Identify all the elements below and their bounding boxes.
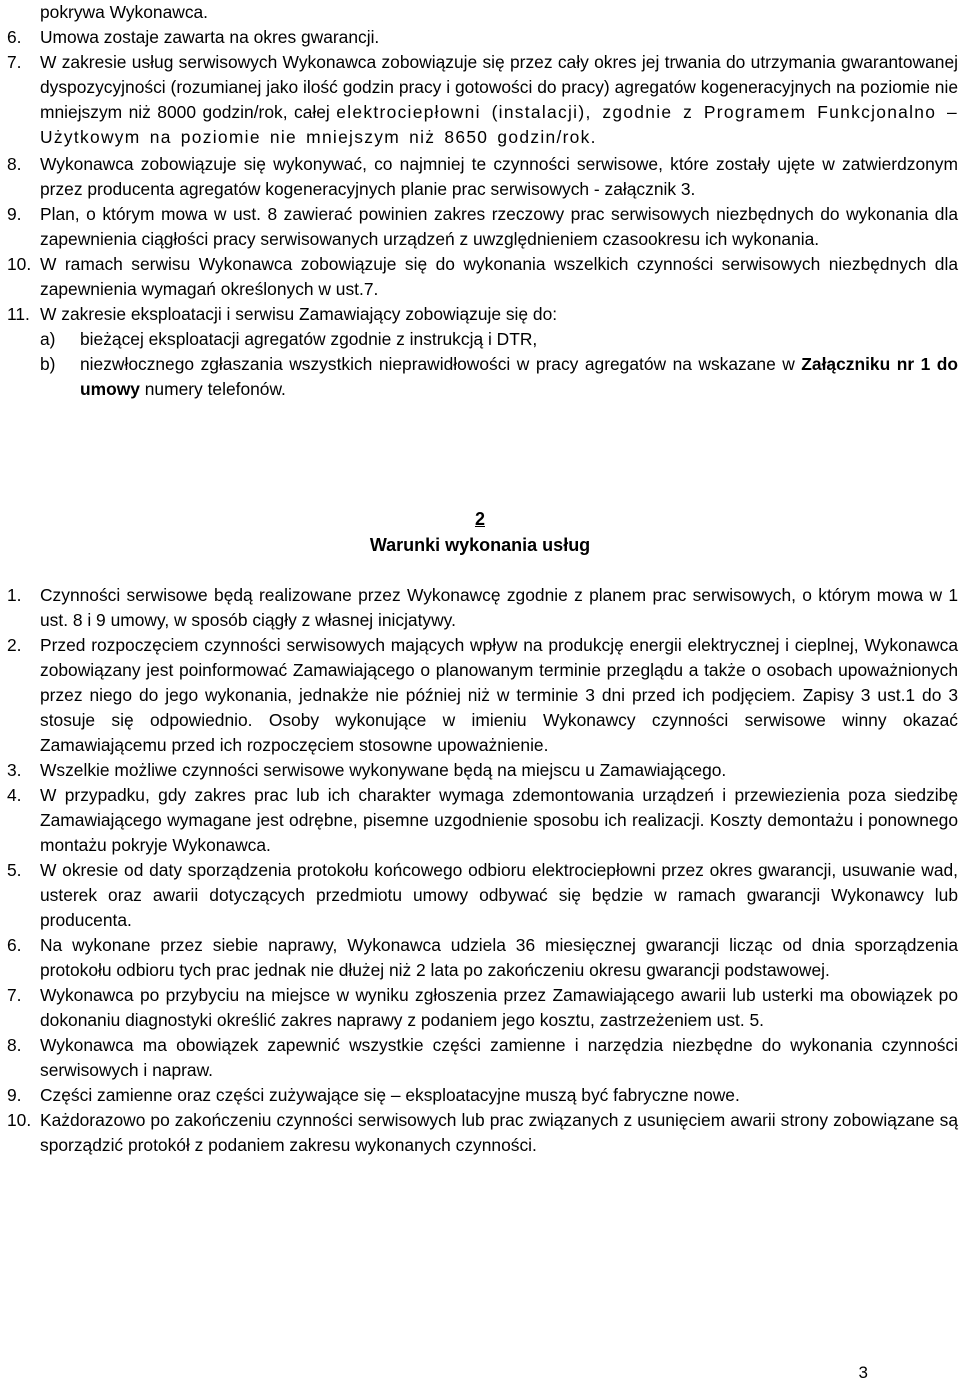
item-text: Wykonawca zobowiązuje się wykonywać, co najmniej te czynności serwisowe, które zostały ujęte w zatwierdzonym przez producenta agregatów kogeneracyjnych planie prac serwisowych - załącznik 3. xyxy=(40,154,958,199)
item-text: W zakresie eksploatacji i serwisu Zamawiający zobowiązuje się do: xyxy=(40,304,558,324)
attachment-reference: Załączniku nr 1 do umowy xyxy=(80,354,959,399)
item-text: Wykonawca po przybyciu na miejsce w wyniku zgłoszenia przez Zamawiającego awarii lub usterki ma obowiązek po dokonaniu diagnostyki określić zakres naprawy z podaniem jego kosztu, zastrzeżeniem ust. 5. xyxy=(40,985,958,1030)
list-item xyxy=(0,50,960,150)
section-number: 2 xyxy=(474,509,485,529)
item-number: 6. xyxy=(7,27,22,47)
item-number: 7. xyxy=(7,985,22,1005)
item-text: Umowa zostaje zawarta na okres gwarancji. xyxy=(40,27,380,47)
sub-item-text-after: numery telefonów. xyxy=(139,379,286,399)
list-item xyxy=(0,858,960,933)
list-item xyxy=(0,1033,960,1083)
list-item xyxy=(0,983,960,1033)
item-number: 11. xyxy=(7,304,30,324)
list-item xyxy=(0,202,960,252)
list-item xyxy=(0,25,960,50)
list-item xyxy=(0,783,960,858)
list-item xyxy=(0,583,960,633)
item-number: 3. xyxy=(7,760,22,780)
item-text: W ramach serwisu Wykonawca zobowiązuje się do wykonania wszelkich czynności serwisowych niezbędnych dla zapewnienia wymagań określonych w ust.7. xyxy=(40,254,958,299)
list-item xyxy=(0,933,960,983)
item-text: pokrywa Wykonawca. xyxy=(40,2,209,22)
item-number: 4. xyxy=(7,785,22,805)
item-text: Przed rozpoczęciem czynności serwisowych mających wpływ na produkcję energii elektrycznej i cieplnej, Wykonawca zobowiązany jest poinformować Zamawiającego o planowanym terminie przeglądu a także o osobach upoważnionych przez niego do jego wykonania, jednakże nie później niż w terminie 3 dni przed ich podjęciem. Zapisy 3 ust.1 do 3 stosuje się odpowiednio. Osoby wykonujące w imieniu Wykonawcy czynności serwisowe winny okazać Zamawiającemu przed ich rozpoczęciem stosowne upoważnienie. xyxy=(40,635,958,755)
sub-item-text: bieżącej eksploatacji agregatów zgodnie z instrukcją i DTR, xyxy=(80,329,538,349)
item-text: Każdorazowo po zakończeniu czynności serwisowych lub prac związanych z usunięciem awarii strony zobowiązane są sporządzić protokół z podaniem zakresu wykonanych czynności. xyxy=(40,1110,958,1155)
list-item xyxy=(0,252,960,302)
item-number: 6. xyxy=(7,935,22,955)
list-item xyxy=(0,1083,960,1108)
item-number: 2. xyxy=(7,635,22,655)
item-number: 5. xyxy=(7,860,22,880)
sub-item xyxy=(0,352,960,402)
item-text: Na wykonane przez siebie naprawy, Wykonawca udziela 36 miesięcznej gwarancji licząc od dnia sporządzenia protokołu odbioru tych prac jednak nie dłużej niż 2 lata po zakończeniu okresu gwarancji podstawowej. xyxy=(40,935,958,980)
item-text: Czynności serwisowe będą realizowane przez Wykonawcę zgodnie z planem prac serwisowych, o którym mowa w 1 ust. 8 i 9 umowy, w sposób ciągły z własnej inicjatywy. xyxy=(40,585,958,630)
item-number: 9. xyxy=(7,1085,22,1105)
sub-item-label: a) xyxy=(40,329,56,349)
item-number: 10. xyxy=(7,1110,32,1130)
list-item xyxy=(0,758,960,783)
item-text: Wszelkie możliwe czynności serwisowe wykonywane będą na miejscu u Zamawiającego. xyxy=(40,760,727,780)
sub-item-text-before: niezwłocznego zgłaszania wszystkich nieprawidłowości w pracy agregatów na wskazane w xyxy=(80,354,802,374)
item-number: 8. xyxy=(7,154,22,174)
list-item xyxy=(0,1108,960,1158)
item-text: W okresie od daty sporządzenia protokołu końcowego odbioru elektrociepłowni przez okres gwarancji, usuwanie wad, usterek oraz awarii dotyczących przedmiotu umowy odbywać się będzie w ramach gwarancji Wykonawcy lub producenta. xyxy=(40,860,958,930)
item-text-part: W zakresie usług serwisowych Wykonawca zobowiązuje się przez cały okres jej trwania do utrzymania gwarantowanej dyspozycyjności (rozumianej jako ilość godzin pracy i gotowości do pracy) agregatów kogeneracyjnych na poziomie nie mniejszym niż 8000 godzin/rok, całej xyxy=(40,52,958,122)
list-item xyxy=(0,302,960,327)
item-text: Wykonawca ma obowiązek zapewnić wszystkie części zamienne i narzędzia niezbędne do wykonania czynności serwisowych i napraw. xyxy=(40,1035,958,1080)
item-number: 1. xyxy=(7,585,22,605)
top-list xyxy=(0,0,960,402)
list-item xyxy=(0,152,960,202)
bottom-list xyxy=(0,583,960,1158)
item-text xyxy=(40,50,958,150)
sub-item-label: b) xyxy=(40,354,56,374)
item-number: 8. xyxy=(7,1035,22,1055)
section-heading xyxy=(0,506,960,558)
item-text: Części zamienne oraz części zużywające się – eksploatacyjne muszą być fabryczne nowe. xyxy=(40,1085,740,1105)
list-item xyxy=(0,0,960,25)
item-number: 10. xyxy=(7,254,32,274)
item-number: 9. xyxy=(7,204,22,224)
sub-item-text xyxy=(80,354,958,399)
page-number: 3 xyxy=(858,1363,868,1382)
section-title: Warunki wykonania usług xyxy=(369,535,591,555)
item-text: W przypadku, gdy zakres prac lub ich charakter wymaga zdemontowania urządzeń i przewiezienia poza siedzibę Zamawiającego wymagane jest odrębne, pisemne uzgodnienie sposobu ich realizacji. Koszty demontażu i ponownego montażu pokryje Wykonawca. xyxy=(40,785,958,855)
item-text: Plan, o którym mowa w ust. 8 zawierać powinien zakres rzeczowy prac serwisowych niezbędnych do wykonania dla zapewnienia ciągłości pracy serwisowanych urządzeń z uwzględnieniem czasookresu ich wykonania. xyxy=(40,204,958,249)
list-item xyxy=(0,633,960,758)
item-number: 7. xyxy=(7,52,22,72)
item-text-spaced: elektrociepłowni (instalacji), zgodnie z Programem Funkcjonalno – Użytkowym na poziomie nie mniejszym niż 8650 godzin/rok. xyxy=(40,102,958,147)
sub-item xyxy=(0,327,960,352)
